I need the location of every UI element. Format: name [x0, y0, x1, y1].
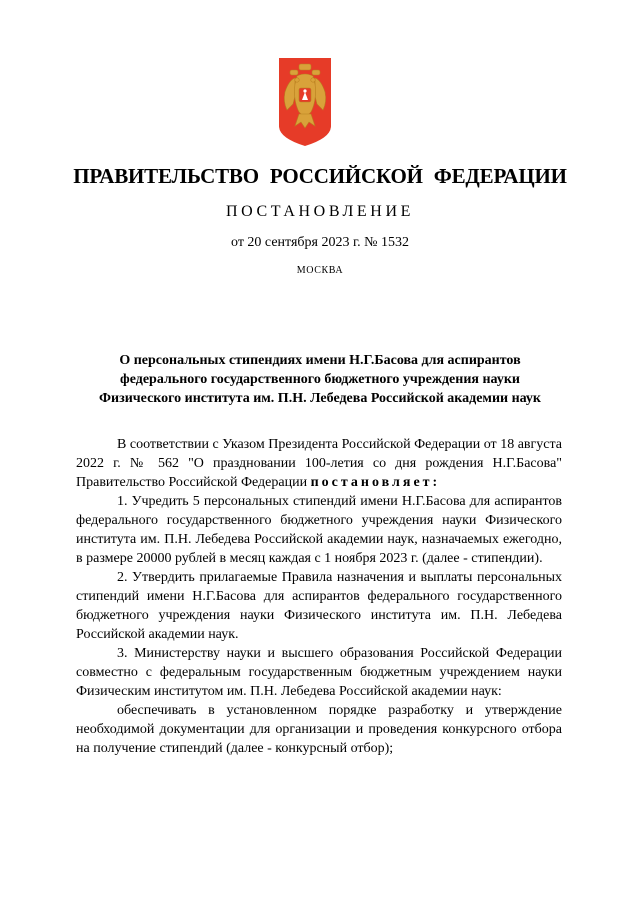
document-type: ПОСТАНОВЛЕНИЕ [226, 203, 414, 220]
document-title: О персональных стипендиях имени Н.Г.Басова для аспирантов федерального государственного бюджетного учреждения науки Физического института им. П.Н. Лебедева Российской академии наук [99, 353, 541, 406]
paragraph-4: обеспечивать в установленном порядке разработку и утверждение необходимой документации для организации и проведения конкурсного отбора на получение стипендий (далее - конкурсный отбор); [76, 703, 562, 756]
paragraph-3: 3. Министерству науки и высшего образования Российской Федерации совместно с федеральным государственным бюджетным учреждением науки Физическим институтом им. П.Н. Лебедева Российской академии наук: [76, 646, 562, 699]
intro-text: В соответствии с Указом Президента Российской Федерации от 18 августа 2022 г. № 562 "О праздновании 100-летия со дня рождения Н.Г.Басова" Правительство Российской Федерации [76, 437, 562, 490]
intro-paragraph [76, 435, 562, 492]
decree-verb: постановляет: [310, 475, 441, 490]
date-number-line: от 20 сентября 2023 г. № 1532 [231, 235, 409, 250]
paragraph-1: 1. Учредить 5 персональных стипендий имени Н.Г.Басова для аспирантов федерального государственного бюджетного учреждения науки Физического института им. П.Н. Лебедева Российской академии наук, назначаемых ежегодно, в размере 20000 рублей в месяц каждая с 1 ноября 2023 г. (далее - стипендии). [76, 494, 562, 566]
russian-coat-of-arms-icon [277, 56, 333, 148]
document-body [76, 435, 562, 758]
city-label: МОСКВА [296, 265, 344, 276]
paragraph-2: 2. Утвердить прилагаемые Правила назначения и выплаты персональных стипендий имени Н.Г.Басова для аспирантов федерального государственного бюджетного учреждения науки Физического института им. П.Н. Лебедева Российской академии наук. [76, 570, 562, 642]
government-heading: ПРАВИТЕЛЬСТВО РОССИЙСКОЙ ФЕДЕРАЦИИ [73, 164, 567, 188]
